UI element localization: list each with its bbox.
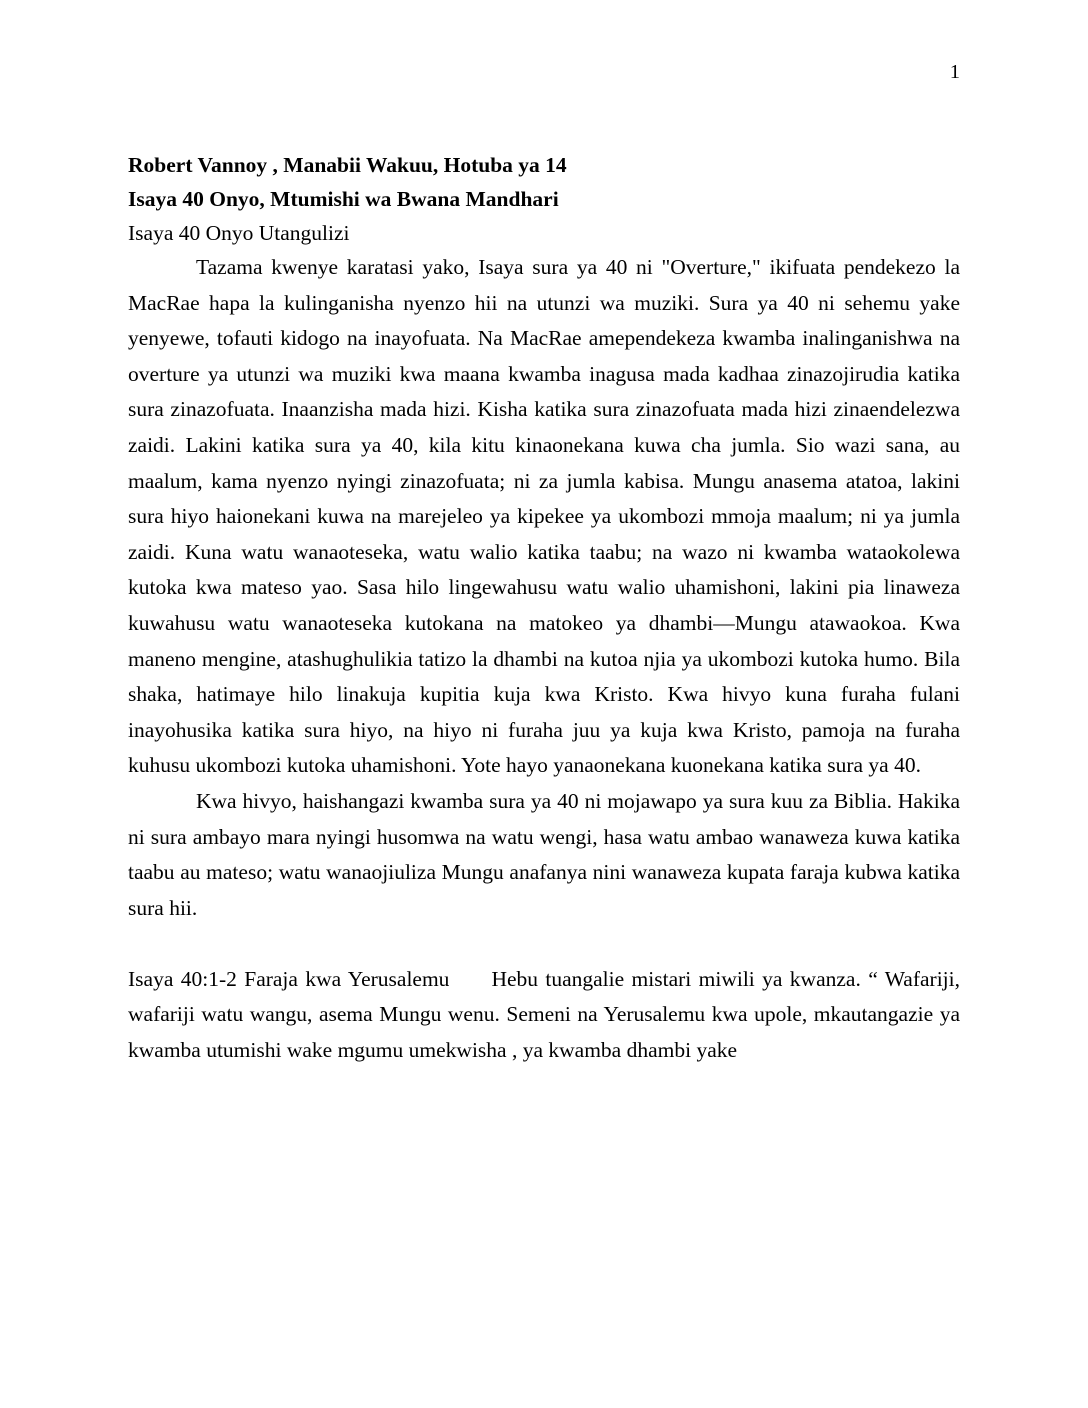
document-body [128, 148, 960, 1069]
paragraph-spacer [128, 926, 960, 962]
document-subheading: Isaya 40 Onyo Utangulizi [128, 221, 350, 245]
section-paragraph [128, 962, 960, 1069]
document-title-line-1: Robert Vannoy , Manabii Wakuu, Hotuba ya 14 [128, 153, 567, 177]
section-heading: Isaya 40:1-2 Faraja kwa Yerusalemu [128, 966, 450, 991]
page-number: 1 [949, 61, 960, 83]
paragraph-1: Tazama kwenye karatasi yako, Isaya sura ya 40 ni "Overture," ikifuata pendekezo la MacRae hapa la kulinganisha nyenzo hii na utunzi wa muziki. Sura ya 40 ni sehemu yake yenyewe, tofauti kidogo na inayofuata. Na MacRae amependekeza kwamba inalinganishwa na overture ya utunzi wa muziki kwa maana kwamba inagusa mada kadhaa zinazojirudia katika sura zinazofuata. Inaanzisha mada hizi. Kisha katika sura zinazofuata mada hizi zinaendelezwa zaidi. Lakini katika sura ya 40, kila kitu kinaonekana kuwa cha jumla. Sio wazi sana, au maalum, kama nyenzo nyingi zinazofuata; ni za jumla kabisa. Mungu anasema atatoa, lakini sura hiyo haionekani kuwa na marejeleo ya kipekee ya ukombozi mmoja maalum; ni ya jumla zaidi. Kuna watu wanaoteseka, watu walio katika taabu; na wazo ni kwamba wataokolewa kutoka kwa mateso yao. Sasa hilo lingewahusu watu walio uhamishoni, lakini pia linaweza kuwahusu watu wanaoteseka kutokana na matokeo ya dhambi—Mungu atawaokoa. Kwa maneno mengine, atashughulikia tatizo la dhambi na kutoa njia ya ukombozi kutoka humo. Bila shaka, hatimaye hilo linakuja kupitia kuja kwa Kristo. Kwa hivyo kuna furaha fulani inayohusika katika sura hiyo, na hiyo ni furaha juu ya kuja kwa Kristo, pamoja na furaha kuhusu ukombozi kutoka uhamishoni. Yote hayo yanaonekana kuonekana katika sura ya 40. [128, 255, 960, 778]
final-paragraph-text: Hebu tuangalie mistari miwili ya kwanza. “ Wafariji, wafariji watu wangu, asema Mungu wenu. Semeni na Yerusalemu kwa upole, mkautangazie ya kwamba utumishi wake mgumu umekwisha , ya kwamba dhambi yake [128, 966, 960, 1063]
document-title-line-2: Isaya 40 Onyo, Mtumishi wa Bwana Mandhari [128, 187, 559, 211]
paragraph-2: Kwa hivyo, haishangazi kwamba sura ya 40 ni mojawapo ya sura kuu za Biblia. Hakika ni sura ambayo mara nyingi husomwa na watu wengi, hasa watu ambao wanaweza kuwa katika taabu au mateso; watu wanaojiuliza Mungu anafanya nini wanaweza kupata faraja kubwa katika sura hii. [128, 788, 960, 920]
